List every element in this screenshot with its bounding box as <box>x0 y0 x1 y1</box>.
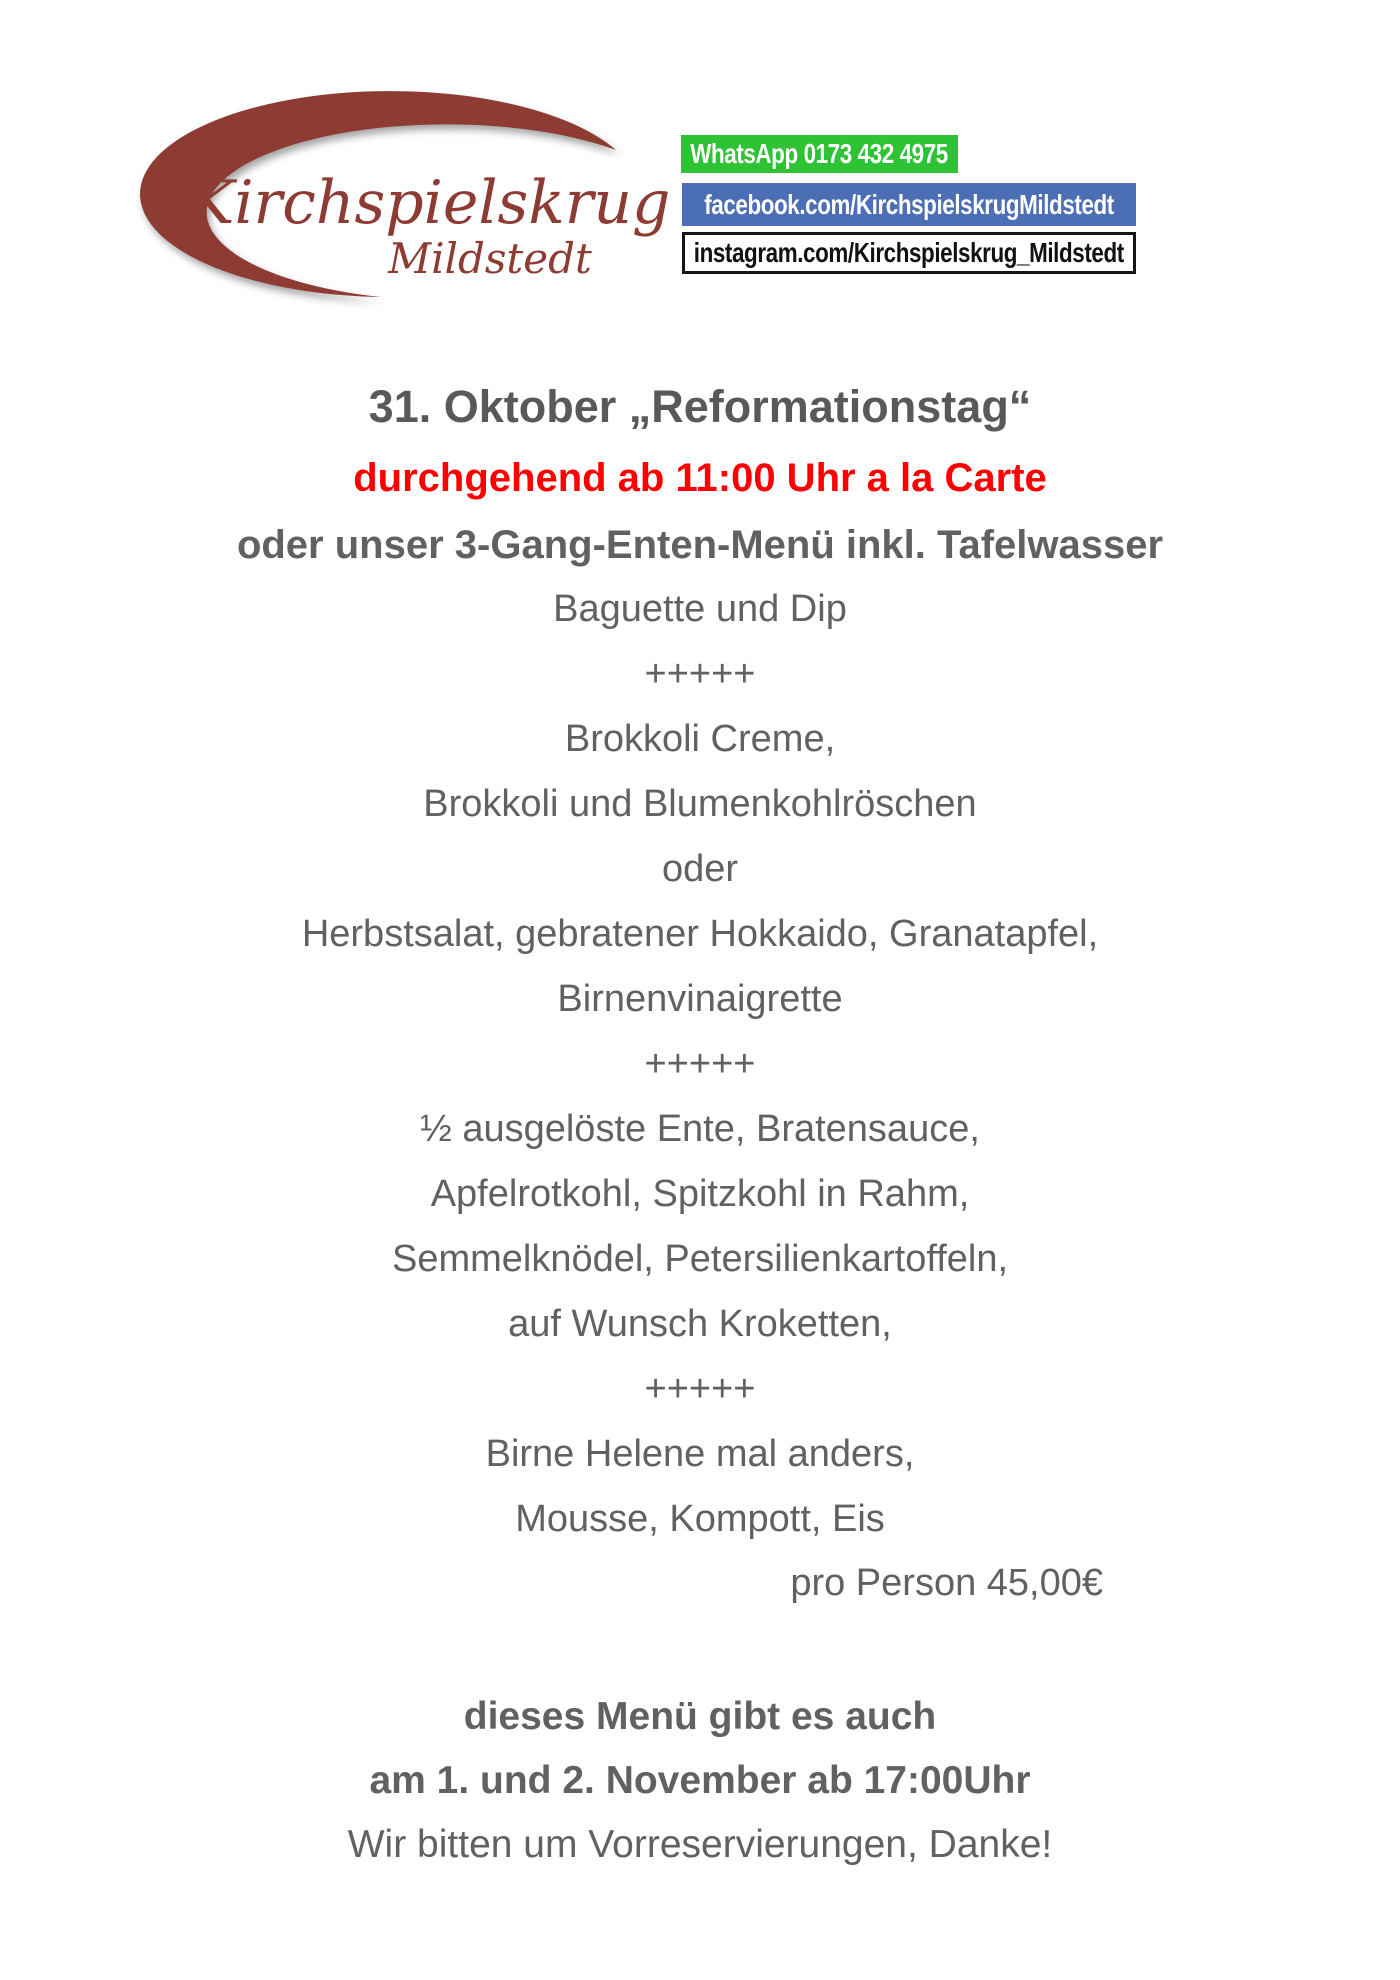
footer-line-1: dieses Menü gibt es auch <box>463 1695 937 1738</box>
whatsapp-banner <box>681 135 958 173</box>
menu-line: Apfelrotkohl, Spitzkohl in Rahm, <box>430 1173 970 1215</box>
footer-note <box>0 1685 1400 1877</box>
menu-line: Birne Helene mal anders, <box>485 1433 915 1475</box>
facebook-banner <box>682 183 1136 226</box>
menu-line: Baguette und Dip <box>553 588 847 630</box>
menu-subtitle-red: durchgehend ab 11:00 Uhr a la Carte <box>353 456 1047 500</box>
menu-line: oder <box>661 848 739 890</box>
menu-line: ½ ausgelöste Ente, Bratensauce, <box>420 1108 980 1150</box>
menu-title: 31. Oktober „Reformationstag“ <box>368 381 1032 432</box>
menu-line: auf Wunsch Kroketten, <box>508 1303 892 1345</box>
price-per-person: pro Person 45,00€ <box>790 1562 1103 1604</box>
menu-courses <box>0 577 1400 1552</box>
course-separator: +++++ <box>644 1043 756 1085</box>
footer-line-2: am 1. und 2. November ab 17:00Uhr <box>369 1759 1031 1802</box>
course-separator: +++++ <box>644 653 756 695</box>
menu-line: Birnenvinaigrette <box>557 978 843 1020</box>
instagram-banner <box>682 232 1136 274</box>
instagram-banner-label: instagram.com/Kirchspielskrug_Mildstedt <box>693 237 1125 268</box>
logo-name-text: Kirchspielskrug <box>189 168 671 238</box>
menu-line: Brokkoli Creme, <box>564 718 836 760</box>
logo-subtitle-text: Mildstedt <box>388 234 592 283</box>
whatsapp-banner-label: WhatsApp 0173 432 4975 <box>690 138 949 169</box>
menu-subtitle-bold: oder unser 3-Gang-Enten-Menü inkl. Tafelwasser <box>236 523 1164 567</box>
menu-line: Herbstsalat, gebratener Hokkaido, Granatapfel, <box>301 913 1099 955</box>
restaurant-logo <box>135 78 675 313</box>
menu-line: Brokkoli und Blumenkohlröschen <box>423 783 977 825</box>
menu-line: Semmelknödel, Petersilienkartoffeln, <box>391 1238 1009 1280</box>
course-separator: +++++ <box>644 1368 756 1410</box>
footer-line-3: Wir bitten um Vorreservierungen, Danke! <box>347 1823 1053 1866</box>
menu-line: Mousse, Kompott, Eis <box>515 1498 885 1540</box>
facebook-banner-label: facebook.com/KirchspielskrugMildstedt <box>704 188 1114 220</box>
